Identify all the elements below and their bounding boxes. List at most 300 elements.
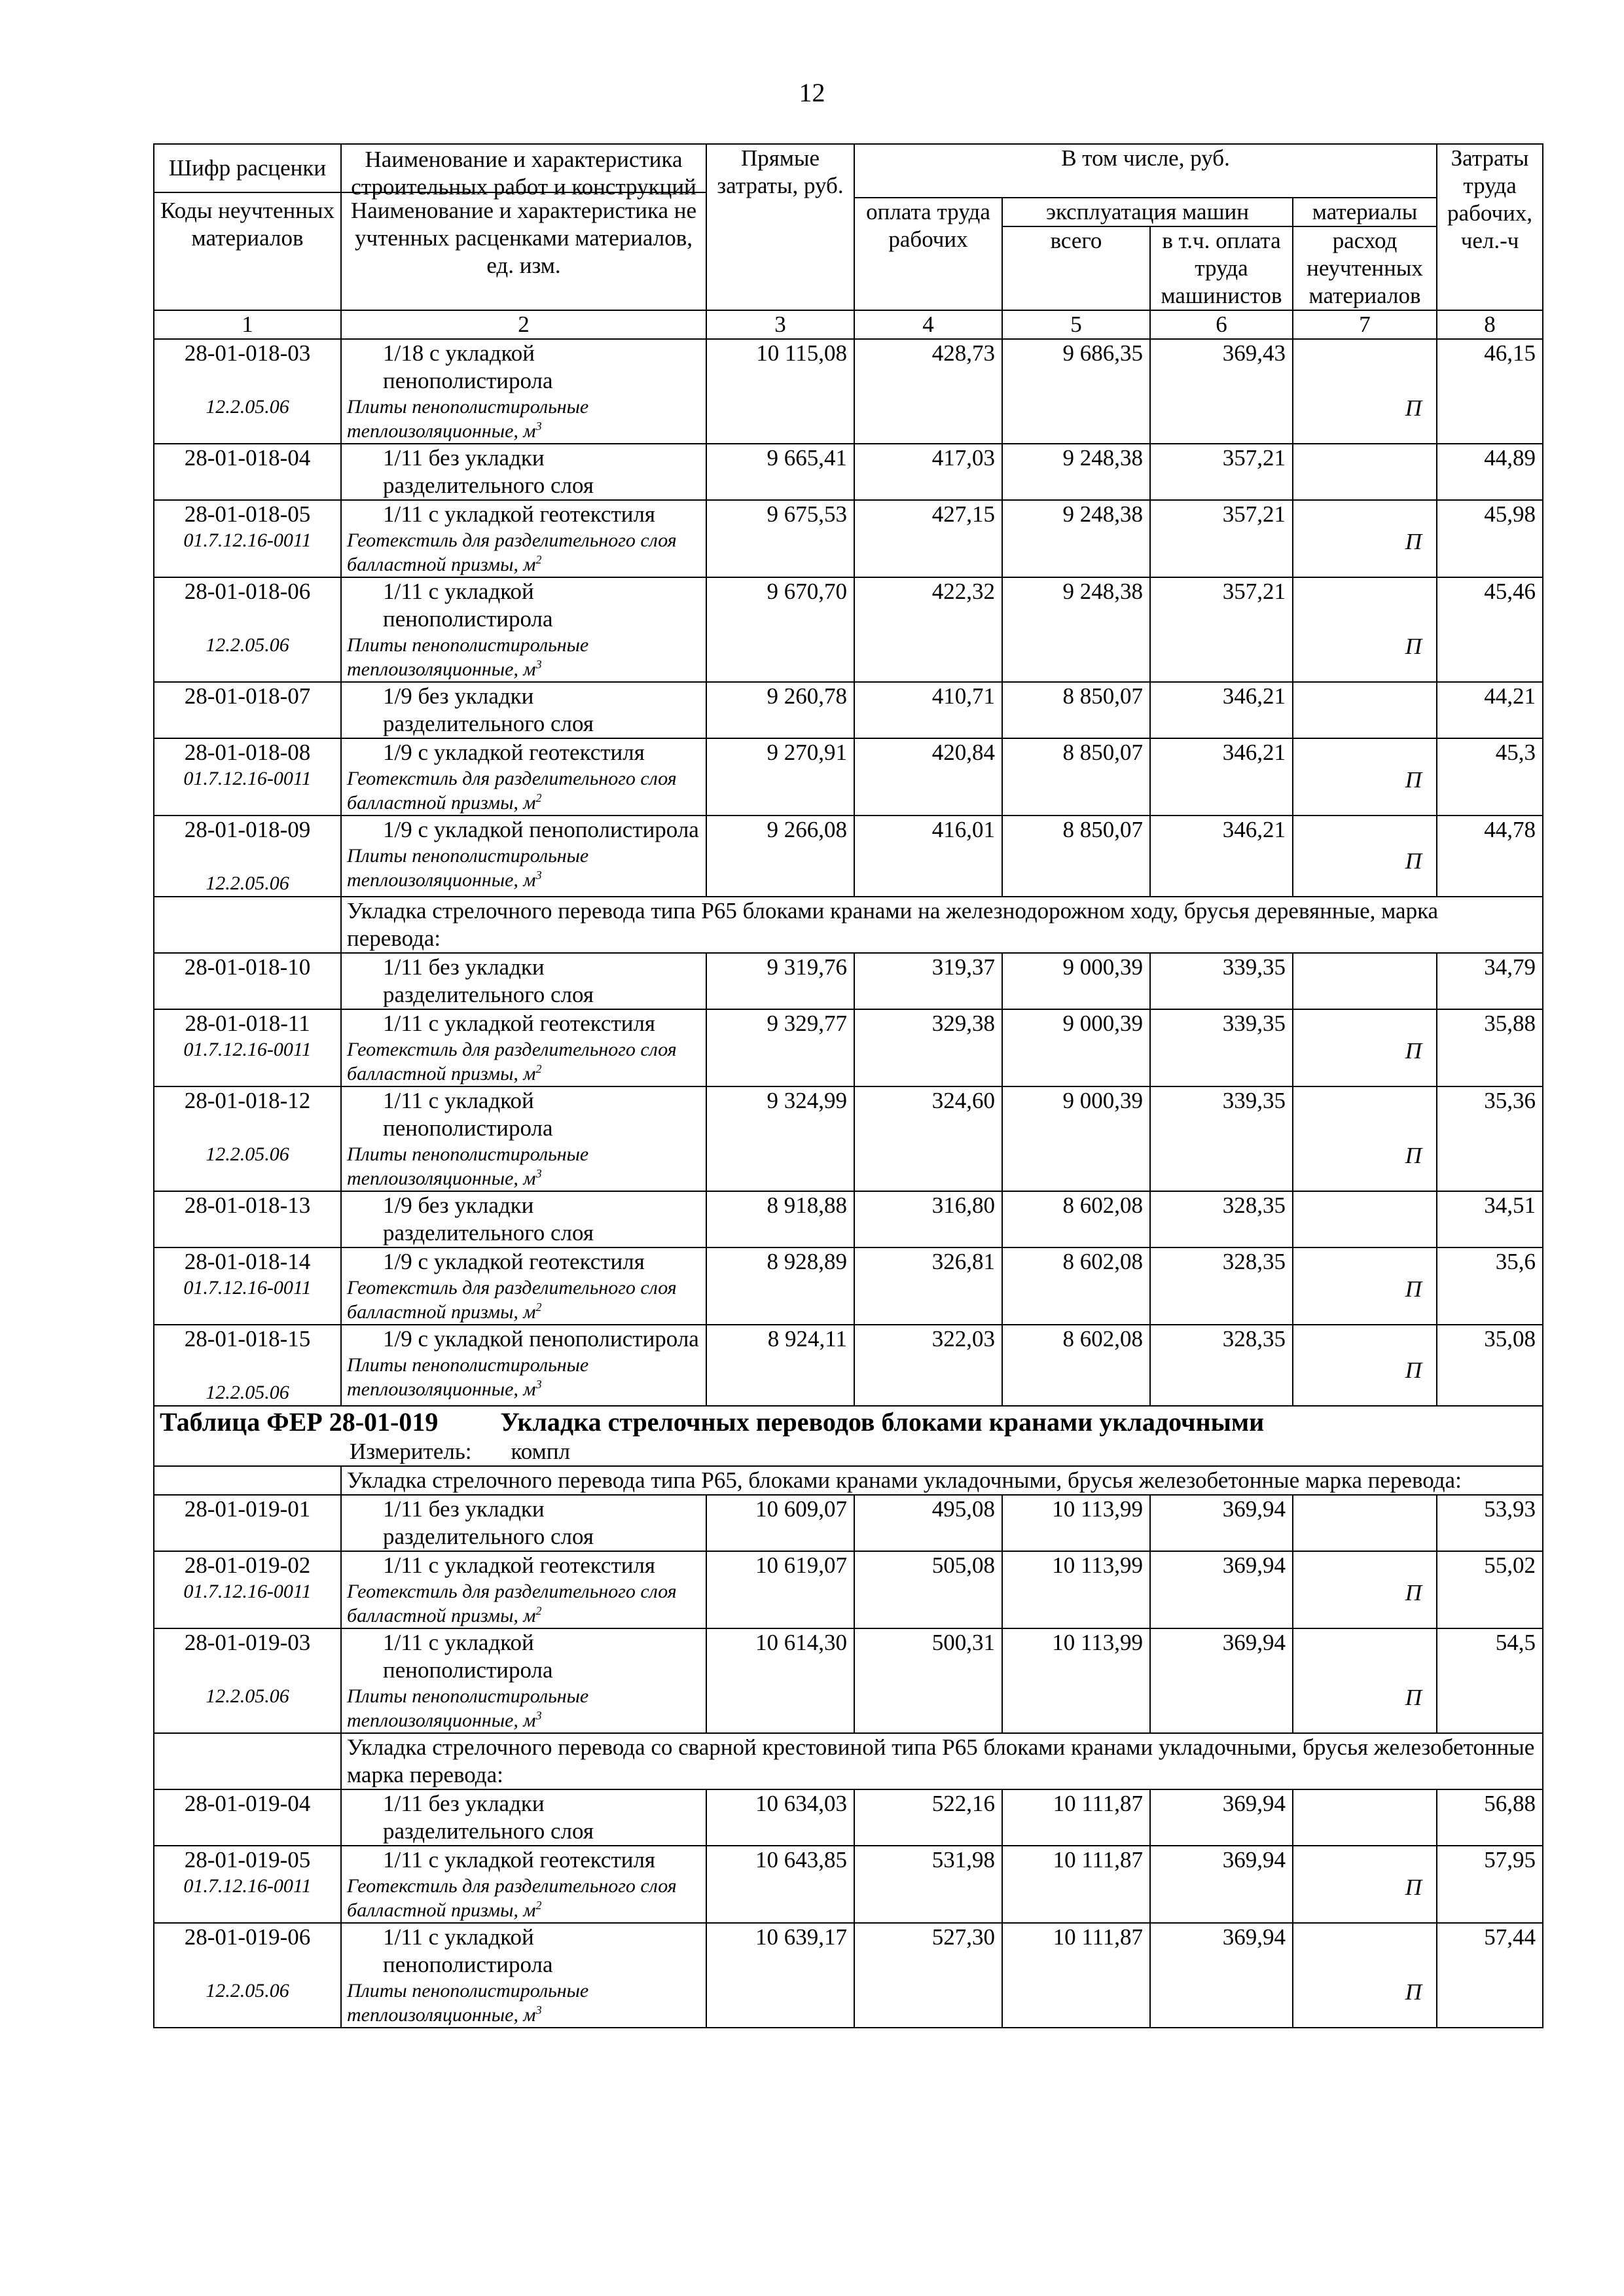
material-flag [1300, 717, 1422, 738]
material-unit-power: 3 [535, 869, 542, 882]
header-mach-total: всего [1002, 226, 1150, 310]
material-flag: П [1405, 529, 1422, 554]
cell-name [341, 1086, 706, 1191]
cell-code [154, 444, 341, 500]
material-flag: П [1405, 1357, 1422, 1383]
material-name-text: Плиты пенополистирольные теплоизоляционные, м [347, 845, 589, 891]
rate-code: 28-01-018-10 [184, 954, 311, 980]
cell-material [1293, 1191, 1437, 1247]
cell-mach-labor: 339,35 [1150, 1009, 1293, 1086]
cell-name [341, 500, 706, 577]
rate-code: 28-01-018-11 [185, 1011, 310, 1036]
cell-direct: 9 665,41 [706, 444, 854, 500]
cell-mach-labor: 369,94 [1150, 1846, 1293, 1923]
work-name: 1/11 без укладки разделительного слоя [383, 1791, 594, 1844]
rate-code: 28-01-019-04 [184, 1791, 311, 1816]
table-title-cell [154, 1406, 1543, 1466]
cell-direct: 10 643,85 [706, 1846, 854, 1923]
table-row [154, 1789, 1543, 1846]
material-code: 01.7.12.16-0011 [183, 1875, 312, 1897]
material-code: 01.7.12.16-0011 [183, 1277, 312, 1299]
material-code: 01.7.12.16-0011 [183, 1039, 312, 1060]
cell-direct: 10 634,03 [706, 1789, 854, 1846]
cell-mach-labor: 369,94 [1150, 1495, 1293, 1551]
header-code [154, 144, 341, 310]
cell-direct: 8 918,88 [706, 1191, 854, 1247]
header-hours: Затраты труда рабочих, чел.-ч [1437, 144, 1543, 310]
work-name: 1/11 с укладкой геотекстиля [383, 1847, 656, 1873]
cell-code [154, 816, 341, 897]
measure-label: Измеритель: [350, 1439, 472, 1464]
material-name-text: Плиты пенополистирольные теплоизоляционные, м [347, 1685, 589, 1731]
cell-material [1293, 1846, 1437, 1923]
section-text: Укладка стрелочного перевода типа Р65 блоками кранами на железнодорожном ходу, брусья деревянные, марка перевода: [341, 897, 1543, 953]
cell-mach-total: 9 248,38 [1002, 577, 1150, 682]
material-code: 12.2.05.06 [206, 1685, 289, 1707]
section-row [154, 897, 1543, 953]
material-code: 12.2.05.06 [206, 872, 289, 894]
cell-mach-labor: 369,43 [1150, 339, 1293, 444]
cell-name [341, 444, 706, 500]
page-number: 12 [799, 78, 825, 107]
material-name [347, 395, 699, 443]
cell-hours: 44,21 [1437, 682, 1543, 738]
material-name [347, 1353, 699, 1401]
cell-material [1293, 1009, 1437, 1086]
cell-code [154, 1846, 341, 1923]
material-name [347, 1037, 699, 1086]
cell-material [1293, 1551, 1437, 1628]
cell-name [341, 1495, 706, 1551]
table-row [154, 500, 1543, 577]
cell-code [154, 500, 341, 577]
header-labor: оплата труда рабочих [854, 198, 1002, 310]
cell-mach-total: 9 248,38 [1002, 500, 1150, 577]
table-row [154, 1495, 1543, 1551]
cell-labor: 326,81 [854, 1247, 1002, 1325]
cell-material [1293, 682, 1437, 738]
cell-labor: 495,08 [854, 1495, 1002, 1551]
cell-hours: 45,46 [1437, 577, 1543, 682]
header-machines: эксплуатация машин [1002, 198, 1293, 226]
header-code-bottom: Коды неучтенных материалов [154, 192, 340, 283]
cell-labor: 316,80 [854, 1191, 1002, 1247]
rate-code: 28-01-019-01 [184, 1496, 311, 1522]
colnum-4: 4 [854, 310, 1002, 339]
material-name-text: Плиты пенополистирольные теплоизоляционные, м [347, 1143, 589, 1189]
table-row [154, 1923, 1543, 2028]
cell-material [1293, 1789, 1437, 1846]
work-name: 1/11 без укладки разделительного слоя [383, 445, 594, 498]
table-row [154, 1086, 1543, 1191]
header-materials: материалы [1293, 198, 1437, 226]
table-title-row [154, 1406, 1543, 1466]
material-flag [1300, 1824, 1422, 1845]
cell-code [154, 1789, 341, 1846]
material-unit-power: 3 [535, 1709, 542, 1722]
material-code: 12.2.05.06 [206, 1382, 289, 1403]
work-name: 1/11 с укладкой геотекстиля [383, 1552, 656, 1578]
cell-mach-labor: 339,35 [1150, 953, 1293, 1009]
table-row [154, 816, 1543, 897]
cell-direct: 10 619,07 [706, 1551, 854, 1628]
cell-direct: 8 924,11 [706, 1325, 854, 1406]
header-mach-labor: в т.ч. оплата труда машинистов [1150, 226, 1293, 310]
material-name-text: Геотекстиль для разделительного слоя балластной призмы, м [347, 1277, 677, 1323]
cell-mach-labor: 369,94 [1150, 1789, 1293, 1846]
section-empty [154, 897, 341, 953]
cell-name [341, 1628, 706, 1733]
work-name: 1/11 с укладкой пенополистирола [383, 579, 553, 632]
column-numbers-row [154, 310, 1543, 339]
cell-hours: 34,79 [1437, 953, 1543, 1009]
cell-direct: 9 319,76 [706, 953, 854, 1009]
material-name [347, 1874, 699, 1922]
material-name [347, 1979, 699, 2027]
material-code: 12.2.05.06 [206, 396, 289, 418]
cell-mach-labor: 357,21 [1150, 500, 1293, 577]
cell-hours: 44,78 [1437, 816, 1543, 897]
header-name-bottom: Наименование и характеристика не учтенных расценками материалов, ед. изм. [342, 192, 706, 283]
material-unit-power: 2 [535, 1062, 542, 1075]
cell-code [154, 1191, 341, 1247]
table-row [154, 577, 1543, 682]
colnum-6: 6 [1150, 310, 1293, 339]
material-flag: П [1405, 1038, 1422, 1064]
work-name: 1/9 с укладкой геотекстиля [383, 1249, 645, 1274]
table-row [154, 953, 1543, 1009]
cell-code [154, 1551, 341, 1628]
cell-material [1293, 1923, 1437, 2028]
material-name-text: Геотекстиль для разделительного слоя балластной призмы, м [347, 768, 677, 814]
cell-hours: 35,88 [1437, 1009, 1543, 1086]
cell-name [341, 1191, 706, 1247]
material-unit-power: 2 [535, 553, 542, 566]
cell-labor: 416,01 [854, 816, 1002, 897]
material-flag: П [1405, 767, 1422, 793]
cell-labor: 522,16 [854, 1789, 1002, 1846]
cell-labor: 500,31 [854, 1628, 1002, 1733]
cell-hours: 56,88 [1437, 1789, 1543, 1846]
cell-hours: 35,36 [1437, 1086, 1543, 1191]
cell-material [1293, 953, 1437, 1009]
work-name: 1/11 с укладкой пенополистирола [383, 1088, 553, 1141]
cell-direct: 9 675,53 [706, 500, 854, 577]
cell-direct: 10 609,07 [706, 1495, 854, 1551]
section-row [154, 1466, 1543, 1495]
material-unit-power: 2 [535, 791, 542, 804]
cell-mach-total: 9 248,38 [1002, 444, 1150, 500]
work-name: 1/11 с укладкой геотекстиля [383, 1011, 656, 1036]
measure-line [154, 1438, 1542, 1465]
material-name [347, 1142, 699, 1191]
colnum-8: 8 [1437, 310, 1543, 339]
material-flag: П [1405, 1276, 1422, 1302]
material-code: 12.2.05.06 [206, 1980, 289, 2001]
cell-direct: 9 260,78 [706, 682, 854, 738]
cell-material [1293, 816, 1437, 897]
cell-hours: 53,93 [1437, 1495, 1543, 1551]
material-unit-power: 3 [535, 420, 542, 433]
table-row [154, 444, 1543, 500]
rate-code: 28-01-019-03 [184, 1630, 311, 1655]
cell-name [341, 1009, 706, 1086]
cell-hours: 44,89 [1437, 444, 1543, 500]
cell-code [154, 1247, 341, 1325]
cell-mach-labor: 369,94 [1150, 1551, 1293, 1628]
material-name-text: Геотекстиль для разделительного слоя балластной призмы, м [347, 1039, 677, 1085]
material-name-text: Плиты пенополистирольные теплоизоляционные, м [347, 396, 589, 442]
cell-mach-labor: 369,94 [1150, 1628, 1293, 1733]
material-name [347, 844, 699, 892]
material-name [347, 1684, 699, 1732]
cell-hours: 34,51 [1437, 1191, 1543, 1247]
rate-code: 28-01-019-05 [184, 1847, 311, 1873]
cell-code [154, 953, 341, 1009]
cell-name [341, 1789, 706, 1846]
cell-labor: 527,30 [854, 1923, 1002, 2028]
cell-direct: 9 670,70 [706, 577, 854, 682]
work-name: 1/11 без укладки разделительного слоя [383, 1496, 594, 1549]
cell-name [341, 1923, 706, 2028]
cell-material [1293, 1495, 1437, 1551]
header-name-top: Наименование и характеристика строительных работ и конструкций [351, 147, 696, 200]
cell-name [341, 738, 706, 816]
material-name-text: Геотекстиль для разделительного слоя балластной призмы, м [347, 529, 677, 575]
cell-hours: 57,44 [1437, 1923, 1543, 2028]
rate-code: 28-01-018-13 [184, 1193, 311, 1218]
rate-code: 28-01-018-07 [184, 683, 311, 709]
cell-material [1293, 738, 1437, 816]
work-name: 1/9 без укладки разделительного слоя [383, 683, 594, 736]
cell-direct: 8 928,89 [706, 1247, 854, 1325]
colnum-3: 3 [706, 310, 854, 339]
material-code: 01.7.12.16-0011 [183, 1581, 312, 1602]
cell-direct: 9 266,08 [706, 816, 854, 897]
colnum-5: 5 [1002, 310, 1150, 339]
material-flag: П [1405, 1685, 1422, 1710]
cell-mach-labor: 328,35 [1150, 1325, 1293, 1406]
cell-hours: 46,15 [1437, 339, 1543, 444]
material-code: 12.2.05.06 [206, 634, 289, 656]
cell-material [1293, 1628, 1437, 1733]
cell-code [154, 1086, 341, 1191]
work-name: 1/11 с укладкой пенополистирола [383, 1924, 553, 1977]
material-flag [1300, 988, 1422, 1009]
material-name-text: Плиты пенополистирольные теплоизоляционные, м [347, 634, 589, 680]
cell-name [341, 816, 706, 897]
header-direct: Прямые затраты, руб. [706, 144, 854, 310]
cell-code [154, 577, 341, 682]
table-title-label: Таблица ФЕР 28-01-019 [160, 1407, 439, 1437]
cell-material [1293, 444, 1437, 500]
material-name-text: Геотекстиль для разделительного слоя балластной призмы, м [347, 1581, 677, 1626]
material-unit-power: 2 [535, 1604, 542, 1617]
section-row [154, 1733, 1543, 1789]
price-table [153, 143, 1543, 2028]
cell-mach-total: 8 850,07 [1002, 738, 1150, 816]
material-flag: П [1405, 634, 1422, 659]
material-unit-power: 2 [535, 1300, 542, 1314]
cell-code [154, 1325, 341, 1406]
cell-mach-total: 10 111,87 [1002, 1789, 1150, 1846]
rate-code: 28-01-019-06 [184, 1924, 311, 1950]
material-flag: П [1405, 1874, 1422, 1900]
table-row [154, 682, 1543, 738]
cell-material [1293, 500, 1437, 577]
material-flag [1300, 478, 1422, 499]
cell-hours: 45,3 [1437, 738, 1543, 816]
cell-labor: 427,15 [854, 500, 1002, 577]
cell-labor: 505,08 [854, 1551, 1002, 1628]
material-flag [1300, 1530, 1422, 1551]
table-row [154, 1009, 1543, 1086]
cell-mach-labor: 339,35 [1150, 1086, 1293, 1191]
rate-code: 28-01-018-09 [184, 817, 311, 842]
rate-code: 28-01-018-14 [184, 1249, 311, 1274]
cell-code [154, 682, 341, 738]
material-unit-power: 2 [535, 1899, 542, 1912]
material-code: 01.7.12.16-0011 [183, 768, 312, 789]
colnum-7: 7 [1293, 310, 1437, 339]
cell-direct: 9 270,91 [706, 738, 854, 816]
rate-code: 28-01-019-02 [184, 1552, 311, 1578]
cell-mach-labor: 328,35 [1150, 1247, 1293, 1325]
cell-name [341, 577, 706, 682]
material-code: 01.7.12.16-0011 [183, 529, 312, 551]
measure-value: компл [511, 1439, 570, 1464]
cell-code [154, 1009, 341, 1086]
cell-name [341, 1325, 706, 1406]
cell-mach-total: 9 000,39 [1002, 1086, 1150, 1191]
cell-mach-labor: 357,21 [1150, 577, 1293, 682]
material-name [347, 1276, 699, 1324]
cell-hours: 54,5 [1437, 1628, 1543, 1733]
cell-labor: 531,98 [854, 1846, 1002, 1923]
cell-labor: 324,60 [854, 1086, 1002, 1191]
cell-direct: 10 639,17 [706, 1923, 854, 2028]
cell-mach-total: 10 113,99 [1002, 1551, 1150, 1628]
material-name-text: Геотекстиль для разделительного слоя балластной призмы, м [347, 1875, 677, 1921]
work-name: 1/9 с укладкой геотекстиля [383, 740, 645, 765]
cell-mach-labor: 346,21 [1150, 816, 1293, 897]
table-body [154, 144, 1543, 2028]
work-name: 1/9 без укладки разделительного слоя [383, 1193, 594, 1246]
cell-mach-total: 10 111,87 [1002, 1923, 1150, 2028]
table-row [154, 738, 1543, 816]
cell-name [341, 1551, 706, 1628]
material-flag: П [1405, 1580, 1422, 1605]
colnum-2: 2 [341, 310, 706, 339]
header-incl: В том числе, руб. [854, 144, 1437, 198]
cell-direct: 9 329,77 [706, 1009, 854, 1086]
cell-direct: 10 115,08 [706, 339, 854, 444]
cell-mach-total: 8 602,08 [1002, 1325, 1150, 1406]
cell-hours: 35,08 [1437, 1325, 1543, 1406]
rate-code: 28-01-018-04 [184, 445, 311, 471]
cell-mach-total: 8 850,07 [1002, 816, 1150, 897]
cell-name [341, 1247, 706, 1325]
material-name [347, 633, 699, 681]
cell-labor: 428,73 [854, 339, 1002, 444]
work-name: 1/18 с укладкой пенополистирола [383, 340, 553, 393]
cell-code [154, 1495, 341, 1551]
rate-code: 28-01-018-12 [184, 1088, 311, 1113]
cell-mach-total: 10 113,99 [1002, 1495, 1150, 1551]
table-title [154, 1407, 1542, 1438]
cell-hours: 55,02 [1437, 1551, 1543, 1628]
cell-hours: 57,95 [1437, 1846, 1543, 1923]
header-code-top: Шифр расценки [168, 155, 327, 181]
cell-labor: 322,03 [854, 1325, 1002, 1406]
cell-name [341, 1846, 706, 1923]
work-name: 1/9 с укладкой пенополистирола [383, 1326, 699, 1352]
table-row [154, 1247, 1543, 1325]
material-name [347, 528, 699, 577]
cell-mach-total: 9 000,39 [1002, 953, 1150, 1009]
header-row-1 [154, 144, 1543, 198]
cell-direct: 9 324,99 [706, 1086, 854, 1191]
cell-code [154, 339, 341, 444]
header-mat-usage: расход неучтенных материалов [1293, 226, 1437, 310]
cell-material [1293, 577, 1437, 682]
cell-code [154, 1628, 341, 1733]
material-unit-power: 3 [535, 658, 542, 671]
cell-mach-labor: 346,21 [1150, 682, 1293, 738]
rate-code: 28-01-018-06 [184, 579, 311, 604]
material-flag: П [1405, 1143, 1422, 1168]
cell-mach-total: 9 000,39 [1002, 1009, 1150, 1086]
cell-mach-labor: 328,35 [1150, 1191, 1293, 1247]
material-flag: П [1405, 1979, 1422, 2005]
cell-name [341, 339, 706, 444]
cell-code [154, 738, 341, 816]
section-empty [154, 1733, 341, 1789]
cell-mach-total: 8 850,07 [1002, 682, 1150, 738]
material-name-text: Плиты пенополистирольные теплоизоляционные, м [347, 1980, 589, 2026]
material-flag: П [1405, 395, 1422, 421]
table-row [154, 1628, 1543, 1733]
cell-mach-total: 10 113,99 [1002, 1628, 1150, 1733]
cell-code [154, 1923, 341, 2028]
work-name: 1/9 с укладкой пенополистирола [383, 817, 699, 842]
material-flag [1300, 1226, 1422, 1247]
table-row [154, 1325, 1543, 1406]
material-name-text: Плиты пенополистирольные теплоизоляционные, м [347, 1354, 589, 1400]
rate-code: 28-01-018-15 [184, 1326, 311, 1352]
cell-material [1293, 1325, 1437, 1406]
material-unit-power: 3 [535, 1167, 542, 1180]
rate-code: 28-01-018-03 [184, 340, 311, 366]
cell-material [1293, 339, 1437, 444]
cell-mach-labor: 357,21 [1150, 444, 1293, 500]
material-name [347, 766, 699, 815]
material-flag: П [1405, 848, 1422, 874]
section-empty [154, 1466, 341, 1495]
cell-mach-labor: 369,94 [1150, 1923, 1293, 2028]
colnum-1: 1 [154, 310, 341, 339]
table-title-name: Укладка стрелочных переводов блоками кранами укладочными [500, 1407, 1265, 1437]
cell-material [1293, 1086, 1437, 1191]
cell-labor: 329,38 [854, 1009, 1002, 1086]
cell-labor: 417,03 [854, 444, 1002, 500]
cell-mach-total: 8 602,08 [1002, 1191, 1150, 1247]
work-name: 1/11 с укладкой геотекстиля [383, 501, 656, 527]
cell-labor: 410,71 [854, 682, 1002, 738]
cell-labor: 422,32 [854, 577, 1002, 682]
header-name [341, 144, 706, 310]
rate-code: 28-01-018-08 [184, 740, 311, 765]
